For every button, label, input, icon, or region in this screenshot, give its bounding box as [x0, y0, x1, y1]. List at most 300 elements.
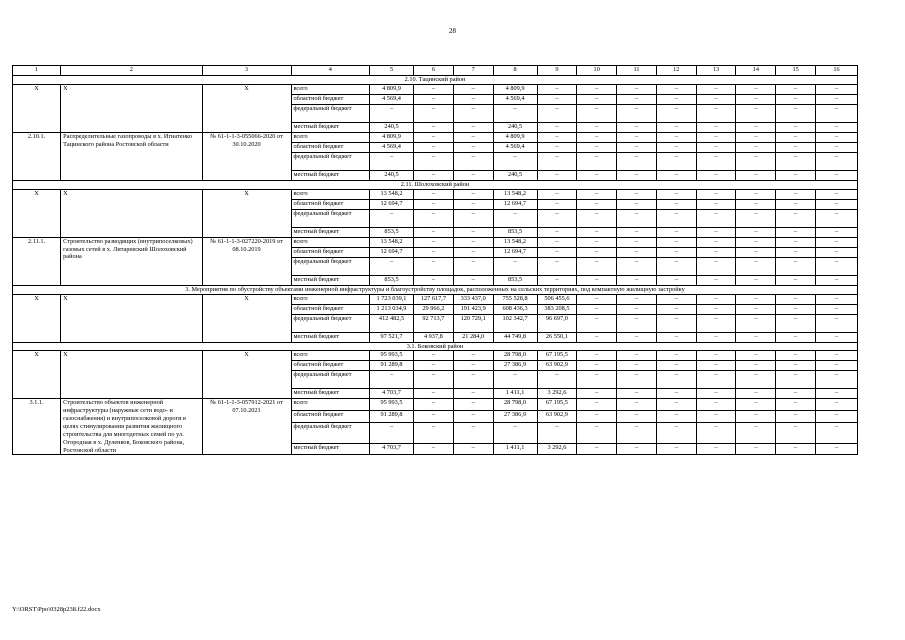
- value-cell: –: [577, 275, 617, 285]
- value-cell: 27 386,9: [493, 361, 537, 371]
- section-row: [13, 342, 858, 351]
- value-cell: –: [577, 84, 617, 94]
- value-cell: –: [816, 247, 858, 257]
- value-cell: –: [776, 247, 816, 257]
- value-cell: –: [736, 237, 776, 247]
- value-cell: –: [776, 351, 816, 361]
- value-cell: –: [816, 332, 858, 342]
- value-cell: –: [816, 209, 858, 227]
- row-number: 2.10.1.: [13, 132, 61, 180]
- budget-source-label: областной бюджет: [291, 247, 370, 257]
- header-cell: 15: [776, 66, 816, 76]
- value-cell: –: [696, 189, 736, 199]
- value-cell: –: [414, 411, 454, 423]
- value-cell: –: [577, 122, 617, 132]
- value-cell: –: [696, 209, 736, 227]
- value-cell: –: [577, 332, 617, 342]
- value-cell: –: [776, 361, 816, 371]
- value-cell: –: [414, 275, 454, 285]
- value-cell: –: [617, 247, 657, 257]
- object-name: Х: [61, 189, 202, 237]
- section-title: 2.10. Тацинский район: [13, 76, 858, 85]
- page-number: 28: [449, 27, 456, 35]
- value-cell: –: [537, 132, 577, 142]
- value-cell: –: [453, 142, 493, 152]
- value-cell: –: [537, 152, 577, 170]
- value-cell: 853,5: [493, 227, 537, 237]
- object-name: Строительство разводящих (внутрипоселковых) газовых сетей в х. Литаревский Шолоховский района: [61, 237, 202, 285]
- header-cell: 4: [291, 66, 370, 76]
- section-row: [13, 285, 858, 294]
- value-cell: –: [736, 371, 776, 389]
- value-cell: 853,5: [370, 227, 414, 237]
- value-cell: –: [617, 94, 657, 104]
- value-cell: –: [577, 389, 617, 399]
- value-cell: –: [414, 443, 454, 455]
- value-cell: –: [736, 132, 776, 142]
- value-cell: –: [656, 411, 696, 423]
- value-cell: –: [577, 209, 617, 227]
- value-cell: –: [453, 132, 493, 142]
- row-number: Х: [13, 351, 61, 399]
- value-cell: –: [453, 94, 493, 104]
- value-cell: –: [370, 152, 414, 170]
- value-cell: –: [696, 411, 736, 423]
- value-cell: –: [656, 237, 696, 247]
- budget-source-label: всего: [291, 399, 370, 411]
- value-cell: –: [776, 132, 816, 142]
- value-cell: –: [656, 304, 696, 314]
- value-cell: –: [414, 361, 454, 371]
- section-row: [13, 76, 858, 85]
- value-cell: –: [370, 422, 414, 443]
- value-cell: 755 528,8: [493, 294, 537, 304]
- value-cell: –: [656, 189, 696, 199]
- value-cell: –: [656, 361, 696, 371]
- value-cell: 1 411,1: [493, 389, 537, 399]
- value-cell: 853,5: [493, 275, 537, 285]
- value-cell: –: [577, 170, 617, 180]
- value-cell: –: [776, 332, 816, 342]
- budget-source-label: областной бюджет: [291, 199, 370, 209]
- value-cell: –: [656, 170, 696, 180]
- value-cell: 91 289,8: [370, 411, 414, 423]
- value-cell: –: [736, 314, 776, 332]
- value-cell: 95 993,5: [370, 399, 414, 411]
- value-cell: –: [414, 199, 454, 209]
- value-cell: –: [493, 104, 537, 122]
- value-cell: –: [577, 371, 617, 389]
- value-cell: –: [736, 199, 776, 209]
- value-cell: –: [577, 257, 617, 275]
- value-cell: –: [414, 422, 454, 443]
- value-cell: –: [816, 351, 858, 361]
- value-cell: –: [816, 422, 858, 443]
- value-cell: 95 993,5: [370, 351, 414, 361]
- value-cell: –: [414, 257, 454, 275]
- value-cell: –: [453, 411, 493, 423]
- value-cell: –: [537, 189, 577, 199]
- value-cell: –: [736, 170, 776, 180]
- value-cell: –: [453, 84, 493, 94]
- value-cell: 4 809,9: [370, 132, 414, 142]
- header-cell: 11: [617, 66, 657, 76]
- value-cell: –: [736, 122, 776, 132]
- value-cell: –: [414, 227, 454, 237]
- value-cell: –: [816, 142, 858, 152]
- header-cell: 12: [656, 66, 696, 76]
- value-cell: 12 694,7: [370, 247, 414, 257]
- value-cell: –: [537, 170, 577, 180]
- value-cell: –: [696, 227, 736, 237]
- value-cell: –: [537, 257, 577, 275]
- value-cell: –: [816, 132, 858, 142]
- expertise-number: Х: [202, 189, 291, 237]
- value-cell: –: [736, 304, 776, 314]
- value-cell: –: [414, 152, 454, 170]
- value-cell: –: [816, 170, 858, 180]
- value-cell: –: [537, 371, 577, 389]
- row-number: Х: [13, 84, 61, 132]
- value-cell: 412 482,5: [370, 314, 414, 332]
- value-cell: –: [736, 443, 776, 455]
- header-cell: 7: [453, 66, 493, 76]
- value-cell: –: [453, 170, 493, 180]
- value-cell: –: [577, 189, 617, 199]
- value-cell: –: [656, 294, 696, 304]
- value-cell: –: [696, 199, 736, 209]
- object-name: Строительство объектов инженерной инфраструктуры (наружные сети водо- и газоснабжения) и внутрипоселковой дороги в целях стимулирования развития жилищного строительства для многодетных семей по ул. Огородная в х. Дуленков, Боковского района, Ростовской области: [61, 399, 202, 455]
- value-cell: 4 809,9: [493, 84, 537, 94]
- value-cell: –: [696, 304, 736, 314]
- value-cell: –: [736, 351, 776, 361]
- value-cell: –: [736, 84, 776, 94]
- value-cell: 27 386,9: [493, 411, 537, 423]
- value-cell: –: [816, 189, 858, 199]
- value-cell: 28 798,0: [493, 399, 537, 411]
- file-path-footer: Y:\ORST\Ppo\0328p238.f22.docx: [12, 606, 101, 613]
- value-cell: –: [577, 227, 617, 237]
- value-cell: –: [776, 389, 816, 399]
- value-cell: –: [736, 257, 776, 275]
- value-cell: –: [414, 84, 454, 94]
- value-cell: –: [816, 443, 858, 455]
- value-cell: –: [736, 152, 776, 170]
- value-cell: 1 723 039,1: [370, 294, 414, 304]
- budget-source-label: федеральный бюджет: [291, 152, 370, 170]
- value-cell: 12 694,7: [493, 199, 537, 209]
- budget-source-label: федеральный бюджет: [291, 104, 370, 122]
- value-cell: 63 902,9: [537, 411, 577, 423]
- budget-table: [12, 65, 858, 455]
- value-cell: –: [736, 275, 776, 285]
- value-cell: –: [537, 237, 577, 247]
- value-cell: –: [696, 314, 736, 332]
- header-cell: 14: [736, 66, 776, 76]
- table-row: [13, 84, 858, 94]
- expertise-number: № 61-1-1-3-057912-2021 от 07.10.2021: [202, 399, 291, 455]
- header-cell: 5: [370, 66, 414, 76]
- value-cell: –: [816, 237, 858, 247]
- value-cell: –: [656, 351, 696, 361]
- value-cell: –: [776, 199, 816, 209]
- value-cell: –: [736, 189, 776, 199]
- header-row: [13, 66, 858, 76]
- value-cell: –: [577, 411, 617, 423]
- table-row: [13, 189, 858, 199]
- row-number: 2.11.1.: [13, 237, 61, 285]
- value-cell: –: [656, 389, 696, 399]
- value-cell: –: [453, 257, 493, 275]
- object-name: Х: [61, 351, 202, 399]
- value-cell: –: [656, 443, 696, 455]
- budget-source-label: местный бюджет: [291, 389, 370, 399]
- value-cell: –: [370, 371, 414, 389]
- value-cell: –: [776, 275, 816, 285]
- budget-source-label: всего: [291, 351, 370, 361]
- value-cell: –: [493, 422, 537, 443]
- value-cell: 29 966,2: [414, 304, 454, 314]
- value-cell: –: [414, 142, 454, 152]
- value-cell: –: [816, 94, 858, 104]
- value-cell: –: [577, 152, 617, 170]
- value-cell: 608 436,3: [493, 304, 537, 314]
- value-cell: –: [577, 314, 617, 332]
- value-cell: –: [816, 227, 858, 237]
- budget-source-label: областной бюджет: [291, 411, 370, 423]
- value-cell: –: [414, 247, 454, 257]
- value-cell: –: [696, 132, 736, 142]
- value-cell: –: [696, 152, 736, 170]
- value-cell: –: [776, 371, 816, 389]
- value-cell: –: [696, 361, 736, 371]
- value-cell: 13 548,2: [493, 237, 537, 247]
- value-cell: –: [537, 227, 577, 237]
- value-cell: –: [816, 399, 858, 411]
- value-cell: –: [696, 351, 736, 361]
- value-cell: –: [776, 189, 816, 199]
- table-row: [13, 294, 858, 304]
- value-cell: –: [577, 94, 617, 104]
- budget-source-label: федеральный бюджет: [291, 209, 370, 227]
- value-cell: –: [816, 275, 858, 285]
- value-cell: –: [696, 422, 736, 443]
- value-cell: –: [736, 94, 776, 104]
- value-cell: –: [696, 443, 736, 455]
- value-cell: –: [816, 104, 858, 122]
- value-cell: 1 411,1: [493, 443, 537, 455]
- value-cell: –: [537, 422, 577, 443]
- section-row: [13, 180, 858, 189]
- value-cell: –: [453, 389, 493, 399]
- value-cell: –: [776, 294, 816, 304]
- section-title: 3.1. Боковский район: [13, 342, 858, 351]
- budget-source-label: областной бюджет: [291, 361, 370, 371]
- value-cell: –: [656, 94, 696, 104]
- value-cell: –: [776, 399, 816, 411]
- budget-source-label: всего: [291, 132, 370, 142]
- value-cell: –: [816, 152, 858, 170]
- value-cell: –: [776, 84, 816, 94]
- value-cell: –: [414, 170, 454, 180]
- table-row: [13, 132, 858, 142]
- value-cell: –: [617, 389, 657, 399]
- value-cell: –: [453, 275, 493, 285]
- expertise-number: Х: [202, 351, 291, 399]
- value-cell: –: [656, 422, 696, 443]
- value-cell: –: [696, 237, 736, 247]
- value-cell: –: [453, 399, 493, 411]
- budget-source-label: федеральный бюджет: [291, 257, 370, 275]
- budget-source-label: федеральный бюджет: [291, 371, 370, 389]
- value-cell: –: [656, 199, 696, 209]
- header-cell: 2: [61, 66, 202, 76]
- value-cell: 4 569,4: [493, 142, 537, 152]
- table-row: [13, 399, 858, 411]
- value-cell: –: [453, 443, 493, 455]
- value-cell: –: [776, 237, 816, 247]
- value-cell: –: [776, 411, 816, 423]
- value-cell: –: [656, 399, 696, 411]
- value-cell: –: [617, 227, 657, 237]
- value-cell: –: [736, 142, 776, 152]
- value-cell: –: [370, 209, 414, 227]
- value-cell: –: [577, 237, 617, 247]
- value-cell: 240,5: [370, 170, 414, 180]
- budget-source-label: местный бюджет: [291, 332, 370, 342]
- value-cell: –: [617, 209, 657, 227]
- value-cell: –: [537, 94, 577, 104]
- budget-source-label: местный бюджет: [291, 122, 370, 132]
- value-cell: 3 292,6: [537, 389, 577, 399]
- value-cell: –: [453, 189, 493, 199]
- value-cell: –: [816, 122, 858, 132]
- value-cell: –: [577, 142, 617, 152]
- value-cell: 383 208,5: [537, 304, 577, 314]
- budget-source-label: местный бюджет: [291, 227, 370, 237]
- expertise-number: № 61-1-1-3-055066-2020 от 30.10.2020: [202, 132, 291, 180]
- value-cell: –: [577, 399, 617, 411]
- value-cell: –: [656, 122, 696, 132]
- value-cell: –: [617, 411, 657, 423]
- row-number: 3.1.1.: [13, 399, 61, 455]
- value-cell: –: [414, 209, 454, 227]
- value-cell: –: [414, 237, 454, 247]
- value-cell: –: [776, 227, 816, 237]
- header-cell: 8: [493, 66, 537, 76]
- value-cell: 506 455,6: [537, 294, 577, 304]
- budget-source-label: федеральный бюджет: [291, 422, 370, 443]
- value-cell: –: [656, 84, 696, 94]
- value-cell: 67 195,5: [537, 351, 577, 361]
- budget-source-label: областной бюджет: [291, 304, 370, 314]
- value-cell: –: [414, 122, 454, 132]
- value-cell: –: [696, 294, 736, 304]
- value-cell: –: [577, 104, 617, 122]
- value-cell: –: [414, 371, 454, 389]
- value-cell: –: [414, 389, 454, 399]
- value-cell: –: [453, 371, 493, 389]
- value-cell: –: [776, 152, 816, 170]
- value-cell: –: [617, 371, 657, 389]
- value-cell: –: [617, 314, 657, 332]
- value-cell: –: [453, 247, 493, 257]
- value-cell: –: [370, 104, 414, 122]
- value-cell: –: [617, 304, 657, 314]
- value-cell: –: [696, 170, 736, 180]
- header-cell: 9: [537, 66, 577, 76]
- header-cell: 1: [13, 66, 61, 76]
- value-cell: 12 694,7: [493, 247, 537, 257]
- value-cell: –: [577, 294, 617, 304]
- value-cell: –: [453, 209, 493, 227]
- value-cell: –: [736, 247, 776, 257]
- value-cell: –: [577, 422, 617, 443]
- value-cell: –: [453, 237, 493, 247]
- value-cell: –: [736, 104, 776, 122]
- value-cell: 4 703,7: [370, 389, 414, 399]
- value-cell: –: [696, 399, 736, 411]
- value-cell: –: [453, 199, 493, 209]
- value-cell: –: [776, 122, 816, 132]
- value-cell: –: [617, 122, 657, 132]
- value-cell: –: [816, 84, 858, 94]
- value-cell: –: [537, 275, 577, 285]
- value-cell: 4 809,9: [370, 84, 414, 94]
- value-cell: 4 703,7: [370, 443, 414, 455]
- value-cell: –: [493, 209, 537, 227]
- header-cell: 16: [816, 66, 858, 76]
- budget-source-label: всего: [291, 84, 370, 94]
- value-cell: –: [776, 422, 816, 443]
- value-cell: 13 548,2: [370, 237, 414, 247]
- object-name: Х: [61, 294, 202, 342]
- value-cell: –: [656, 314, 696, 332]
- value-cell: –: [617, 361, 657, 371]
- value-cell: –: [696, 257, 736, 275]
- value-cell: –: [776, 257, 816, 275]
- value-cell: –: [453, 152, 493, 170]
- value-cell: –: [736, 422, 776, 443]
- expertise-number: Х: [202, 294, 291, 342]
- value-cell: –: [816, 361, 858, 371]
- value-cell: 1 213 034,9: [370, 304, 414, 314]
- value-cell: –: [577, 304, 617, 314]
- value-cell: –: [577, 132, 617, 142]
- value-cell: 92 713,7: [414, 314, 454, 332]
- value-cell: –: [577, 351, 617, 361]
- value-cell: –: [617, 275, 657, 285]
- value-cell: –: [736, 399, 776, 411]
- value-cell: –: [617, 142, 657, 152]
- table-row: [13, 237, 858, 247]
- value-cell: 67 195,5: [537, 399, 577, 411]
- value-cell: –: [617, 84, 657, 94]
- value-cell: –: [577, 247, 617, 257]
- expertise-number: № 61-1-1-3-027220-2019 от 08.10.2019: [202, 237, 291, 285]
- value-cell: –: [736, 294, 776, 304]
- value-cell: –: [414, 104, 454, 122]
- value-cell: –: [617, 422, 657, 443]
- object-name: Распределительные газопроводы в х. Игнатенко Тацинского района Ростовской области: [61, 132, 202, 180]
- value-cell: –: [696, 122, 736, 132]
- value-cell: –: [617, 132, 657, 142]
- value-cell: 91 289,8: [370, 361, 414, 371]
- value-cell: –: [617, 152, 657, 170]
- value-cell: –: [776, 209, 816, 227]
- budget-source-label: местный бюджет: [291, 170, 370, 180]
- value-cell: –: [656, 132, 696, 142]
